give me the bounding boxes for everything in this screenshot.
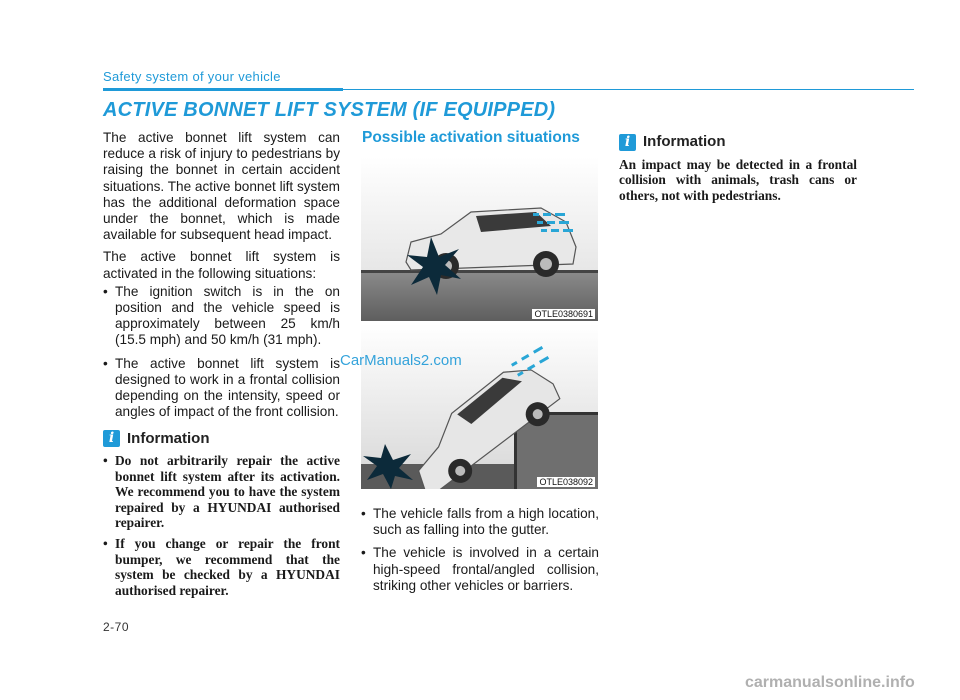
list-item: • The ignition switch is in the on position and the vehicle speed is approximately between 25 km/h (15.5 mph) and 50 km/h (31 mph). <box>103 284 340 349</box>
column-middle <box>361 506 599 601</box>
activation-heading: Possible activation situations <box>362 129 580 146</box>
info-title: Information <box>127 429 210 447</box>
page-title: ACTIVE BONNET LIFT SYSTEM (IF EQUIPPED) <box>103 99 556 121</box>
list-item: • Do not arbitrarily repair the active bonnet lift system after its activation. We recommend you to have the system repaired by a HYUNDAI authorised repairer. <box>103 453 340 530</box>
column-right <box>619 134 857 203</box>
vehicle-collision-illustration <box>361 157 598 321</box>
info-header <box>619 134 857 151</box>
information-icon: i <box>103 430 120 447</box>
information-icon: i <box>619 134 636 151</box>
info-text: An impact may be detected in a frontal collision with animals, trash cans or others, not with pedestrians. <box>619 157 857 203</box>
info-header <box>103 430 340 447</box>
list-item: • The vehicle is involved in a certain high-speed frontal/angled collision, striking other vehicles or barriers. <box>361 545 599 594</box>
page-number: 2-70 <box>103 620 130 634</box>
intro-paragraph-1: The active bonnet lift system can reduce a risk of injury to pedestrians by raising the bonnet in certain accident situations. The active bonnet lift system has the additional deformation space under the bonnet, which is made available for subsequent head impact. <box>103 130 341 243</box>
column-left <box>103 130 340 604</box>
intro-paragraph-2: The active bonnet lift system is activated in the following situations: <box>103 249 340 281</box>
activation-conditions-list <box>103 284 340 421</box>
footer-watermark: carmanualsonline.info <box>745 674 915 691</box>
watermark: CarManuals2.com <box>340 352 462 369</box>
info-title: Information <box>643 133 726 151</box>
header-rule-thin <box>343 89 914 90</box>
figure-caption: OTLE0380691 <box>534 309 593 319</box>
figure-vehicle-collision <box>361 157 598 321</box>
section-label: Safety system of your vehicle <box>103 69 281 84</box>
list-item: • The vehicle falls from a high location, such as falling into the gutter. <box>361 506 599 538</box>
activation-situations-list <box>361 506 599 594</box>
figure-caption: OTLE038092 <box>539 477 593 487</box>
list-item: • If you change or repair the front bumper, we recommend that the system be checked by a HYUNDAI authorised repairer. <box>103 536 340 598</box>
figure-vehicle-falling <box>361 324 598 489</box>
info-list <box>103 453 340 598</box>
list-item: • The active bonnet lift system is designed to work in a frontal collision depending on the intensity, speed or angles of impact of the front collision. <box>103 356 340 421</box>
vehicle-falling-illustration <box>361 324 598 489</box>
header-rule-thick <box>103 88 343 91</box>
